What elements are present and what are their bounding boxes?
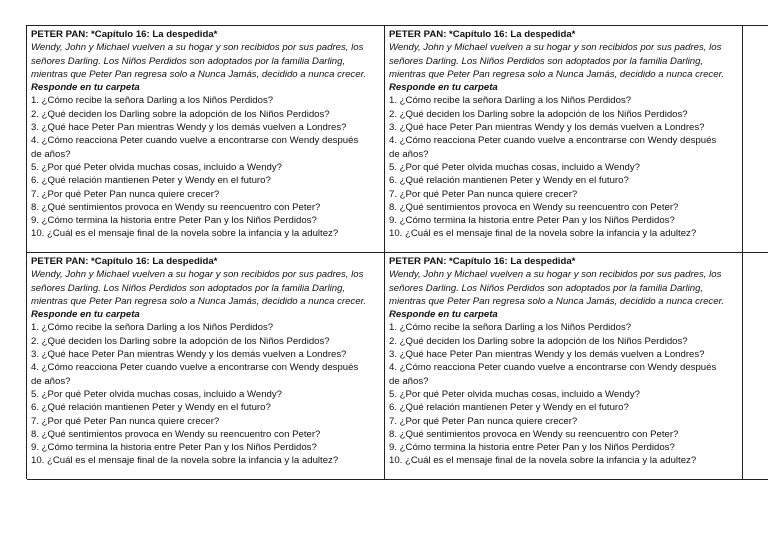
worksheet-title: PETER PAN: *Capítulo 16: La despedida* — [31, 256, 218, 267]
worksheet-cell — [385, 253, 743, 480]
empty-cell — [743, 253, 768, 480]
question-line: 2. ¿Qué deciden los Darling sobre la adopción de los Niños Perdidos? — [31, 108, 330, 120]
question-line: 9. ¿Cómo termina la historia entre Peter Pan y los Niños Perdidos? — [389, 215, 675, 227]
worksheet-cell — [385, 26, 743, 253]
intro-line: señores Darling. Los Niños Perdidos son adoptados por la familia Darling, — [31, 55, 346, 67]
empty-cell — [743, 26, 768, 253]
question-line: 5. ¿Por qué Peter olvida muchas cosas, incluido a Wendy? — [31, 161, 282, 173]
question-line: 3. ¿Qué hace Peter Pan mientras Wendy y los demás vuelven a Londres? — [389, 122, 705, 134]
question-line: 2. ¿Qué deciden los Darling sobre la adopción de los Niños Perdidos? — [31, 335, 330, 347]
question-line: de años? — [389, 148, 429, 160]
question-line: de años? — [31, 148, 71, 160]
intro-line: Wendy, John y Michael vuelven a su hogar y son recibidos por sus padres, los — [31, 42, 364, 54]
question-line: 9. ¿Cómo termina la historia entre Peter Pan y los Niños Perdidos? — [31, 442, 317, 454]
worksheet-cell — [27, 253, 385, 480]
intro-line: Wendy, John y Michael vuelven a su hogar y son recibidos por sus padres, los — [389, 269, 722, 281]
question-line: 8. ¿Qué sentimientos provoca en Wendy su reencuentro con Peter? — [389, 201, 679, 213]
question-line: 7. ¿Por qué Peter Pan nunca quiere crecer? — [389, 188, 578, 200]
question-line: 5. ¿Por qué Peter olvida muchas cosas, incluido a Wendy? — [389, 161, 640, 173]
question-line: 1. ¿Cómo recibe la señora Darling a los Niños Perdidos? — [31, 322, 274, 334]
question-line: 4. ¿Cómo reacciona Peter cuando vuelve a encontrarse con Wendy después — [31, 135, 359, 147]
intro-line: señores Darling. Los Niños Perdidos son adoptados por la familia Darling, — [389, 55, 704, 67]
question-line: de años? — [389, 375, 429, 387]
instruction-heading: Responde en tu carpeta — [31, 82, 140, 94]
instruction-heading: Responde en tu carpeta — [389, 309, 498, 321]
question-line: 3. ¿Qué hace Peter Pan mientras Wendy y los demás vuelven a Londres? — [31, 122, 347, 134]
question-line: 10. ¿Cuál es el mensaje final de la novela sobre la infancia y la adultez? — [389, 228, 697, 240]
question-line: 6. ¿Qué relación mantienen Peter y Wendy en el futuro? — [31, 175, 271, 187]
intro-line: Wendy, John y Michael vuelven a su hogar y son recibidos por sus padres, los — [389, 42, 722, 54]
intro-line: mientras que Peter Pan regresa solo a Nunca Jamás, decidido a nunca crecer. — [31, 295, 367, 307]
question-line: 4. ¿Cómo reacciona Peter cuando vuelve a encontrarse con Wendy después — [389, 362, 717, 374]
question-line: 9. ¿Cómo termina la historia entre Peter Pan y los Niños Perdidos? — [31, 215, 317, 227]
question-line: 4. ¿Cómo reacciona Peter cuando vuelve a encontrarse con Wendy después — [389, 135, 717, 147]
question-line: 3. ¿Qué hace Peter Pan mientras Wendy y los demás vuelven a Londres? — [31, 349, 347, 361]
question-line: 1. ¿Cómo recibe la señora Darling a los Niños Perdidos? — [389, 322, 632, 334]
question-line: 3. ¿Qué hace Peter Pan mientras Wendy y los demás vuelven a Londres? — [389, 349, 705, 361]
question-line: 8. ¿Qué sentimientos provoca en Wendy su reencuentro con Peter? — [31, 201, 321, 213]
worksheet-table — [26, 25, 768, 479]
question-line: 5. ¿Por qué Peter olvida muchas cosas, incluido a Wendy? — [389, 388, 640, 400]
question-line: 9. ¿Cómo termina la historia entre Peter Pan y los Niños Perdidos? — [389, 442, 675, 454]
question-line: 6. ¿Qué relación mantienen Peter y Wendy en el futuro? — [389, 175, 629, 187]
question-line: 7. ¿Por qué Peter Pan nunca quiere crecer? — [389, 415, 578, 427]
question-line: 10. ¿Cuál es el mensaje final de la novela sobre la infancia y la adultez? — [31, 455, 339, 467]
question-line: 4. ¿Cómo reacciona Peter cuando vuelve a encontrarse con Wendy después — [31, 362, 359, 374]
intro-line: Wendy, John y Michael vuelven a su hogar y son recibidos por sus padres, los — [31, 269, 364, 281]
worksheet-title: PETER PAN: *Capítulo 16: La despedida* — [389, 256, 576, 267]
intro-line: mientras que Peter Pan regresa solo a Nunca Jamás, decidido a nunca crecer. — [31, 68, 367, 80]
question-line: 5. ¿Por qué Peter olvida muchas cosas, incluido a Wendy? — [31, 388, 282, 400]
question-line: de años? — [31, 375, 71, 387]
question-line: 6. ¿Qué relación mantienen Peter y Wendy en el futuro? — [31, 402, 271, 414]
intro-line: señores Darling. Los Niños Perdidos son adoptados por la familia Darling, — [31, 282, 346, 294]
question-line: 10. ¿Cuál es el mensaje final de la novela sobre la infancia y la adultez? — [389, 455, 697, 467]
question-line: 7. ¿Por qué Peter Pan nunca quiere crecer? — [31, 415, 220, 427]
question-line: 1. ¿Cómo recibe la señora Darling a los Niños Perdidos? — [389, 95, 632, 107]
question-line: 10. ¿Cuál es el mensaje final de la novela sobre la infancia y la adultez? — [31, 228, 339, 240]
intro-line: mientras que Peter Pan regresa solo a Nunca Jamás, decidido a nunca crecer. — [389, 295, 725, 307]
question-line: 2. ¿Qué deciden los Darling sobre la adopción de los Niños Perdidos? — [389, 108, 688, 120]
question-line: 8. ¿Qué sentimientos provoca en Wendy su reencuentro con Peter? — [389, 428, 679, 440]
instruction-heading: Responde en tu carpeta — [31, 309, 140, 321]
intro-line: mientras que Peter Pan regresa solo a Nunca Jamás, decidido a nunca crecer. — [389, 68, 725, 80]
question-line: 6. ¿Qué relación mantienen Peter y Wendy en el futuro? — [389, 402, 629, 414]
instruction-heading: Responde en tu carpeta — [389, 82, 498, 94]
worksheet-title: PETER PAN: *Capítulo 16: La despedida* — [31, 29, 218, 40]
question-line: 2. ¿Qué deciden los Darling sobre la adopción de los Niños Perdidos? — [389, 335, 688, 347]
question-line: 8. ¿Qué sentimientos provoca en Wendy su reencuentro con Peter? — [31, 428, 321, 440]
question-line: 1. ¿Cómo recibe la señora Darling a los Niños Perdidos? — [31, 95, 274, 107]
question-line: 7. ¿Por qué Peter Pan nunca quiere crecer? — [31, 188, 220, 200]
intro-line: señores Darling. Los Niños Perdidos son adoptados por la familia Darling, — [389, 282, 704, 294]
worksheet-cell — [27, 26, 385, 253]
worksheet-title: PETER PAN: *Capítulo 16: La despedida* — [389, 29, 576, 40]
